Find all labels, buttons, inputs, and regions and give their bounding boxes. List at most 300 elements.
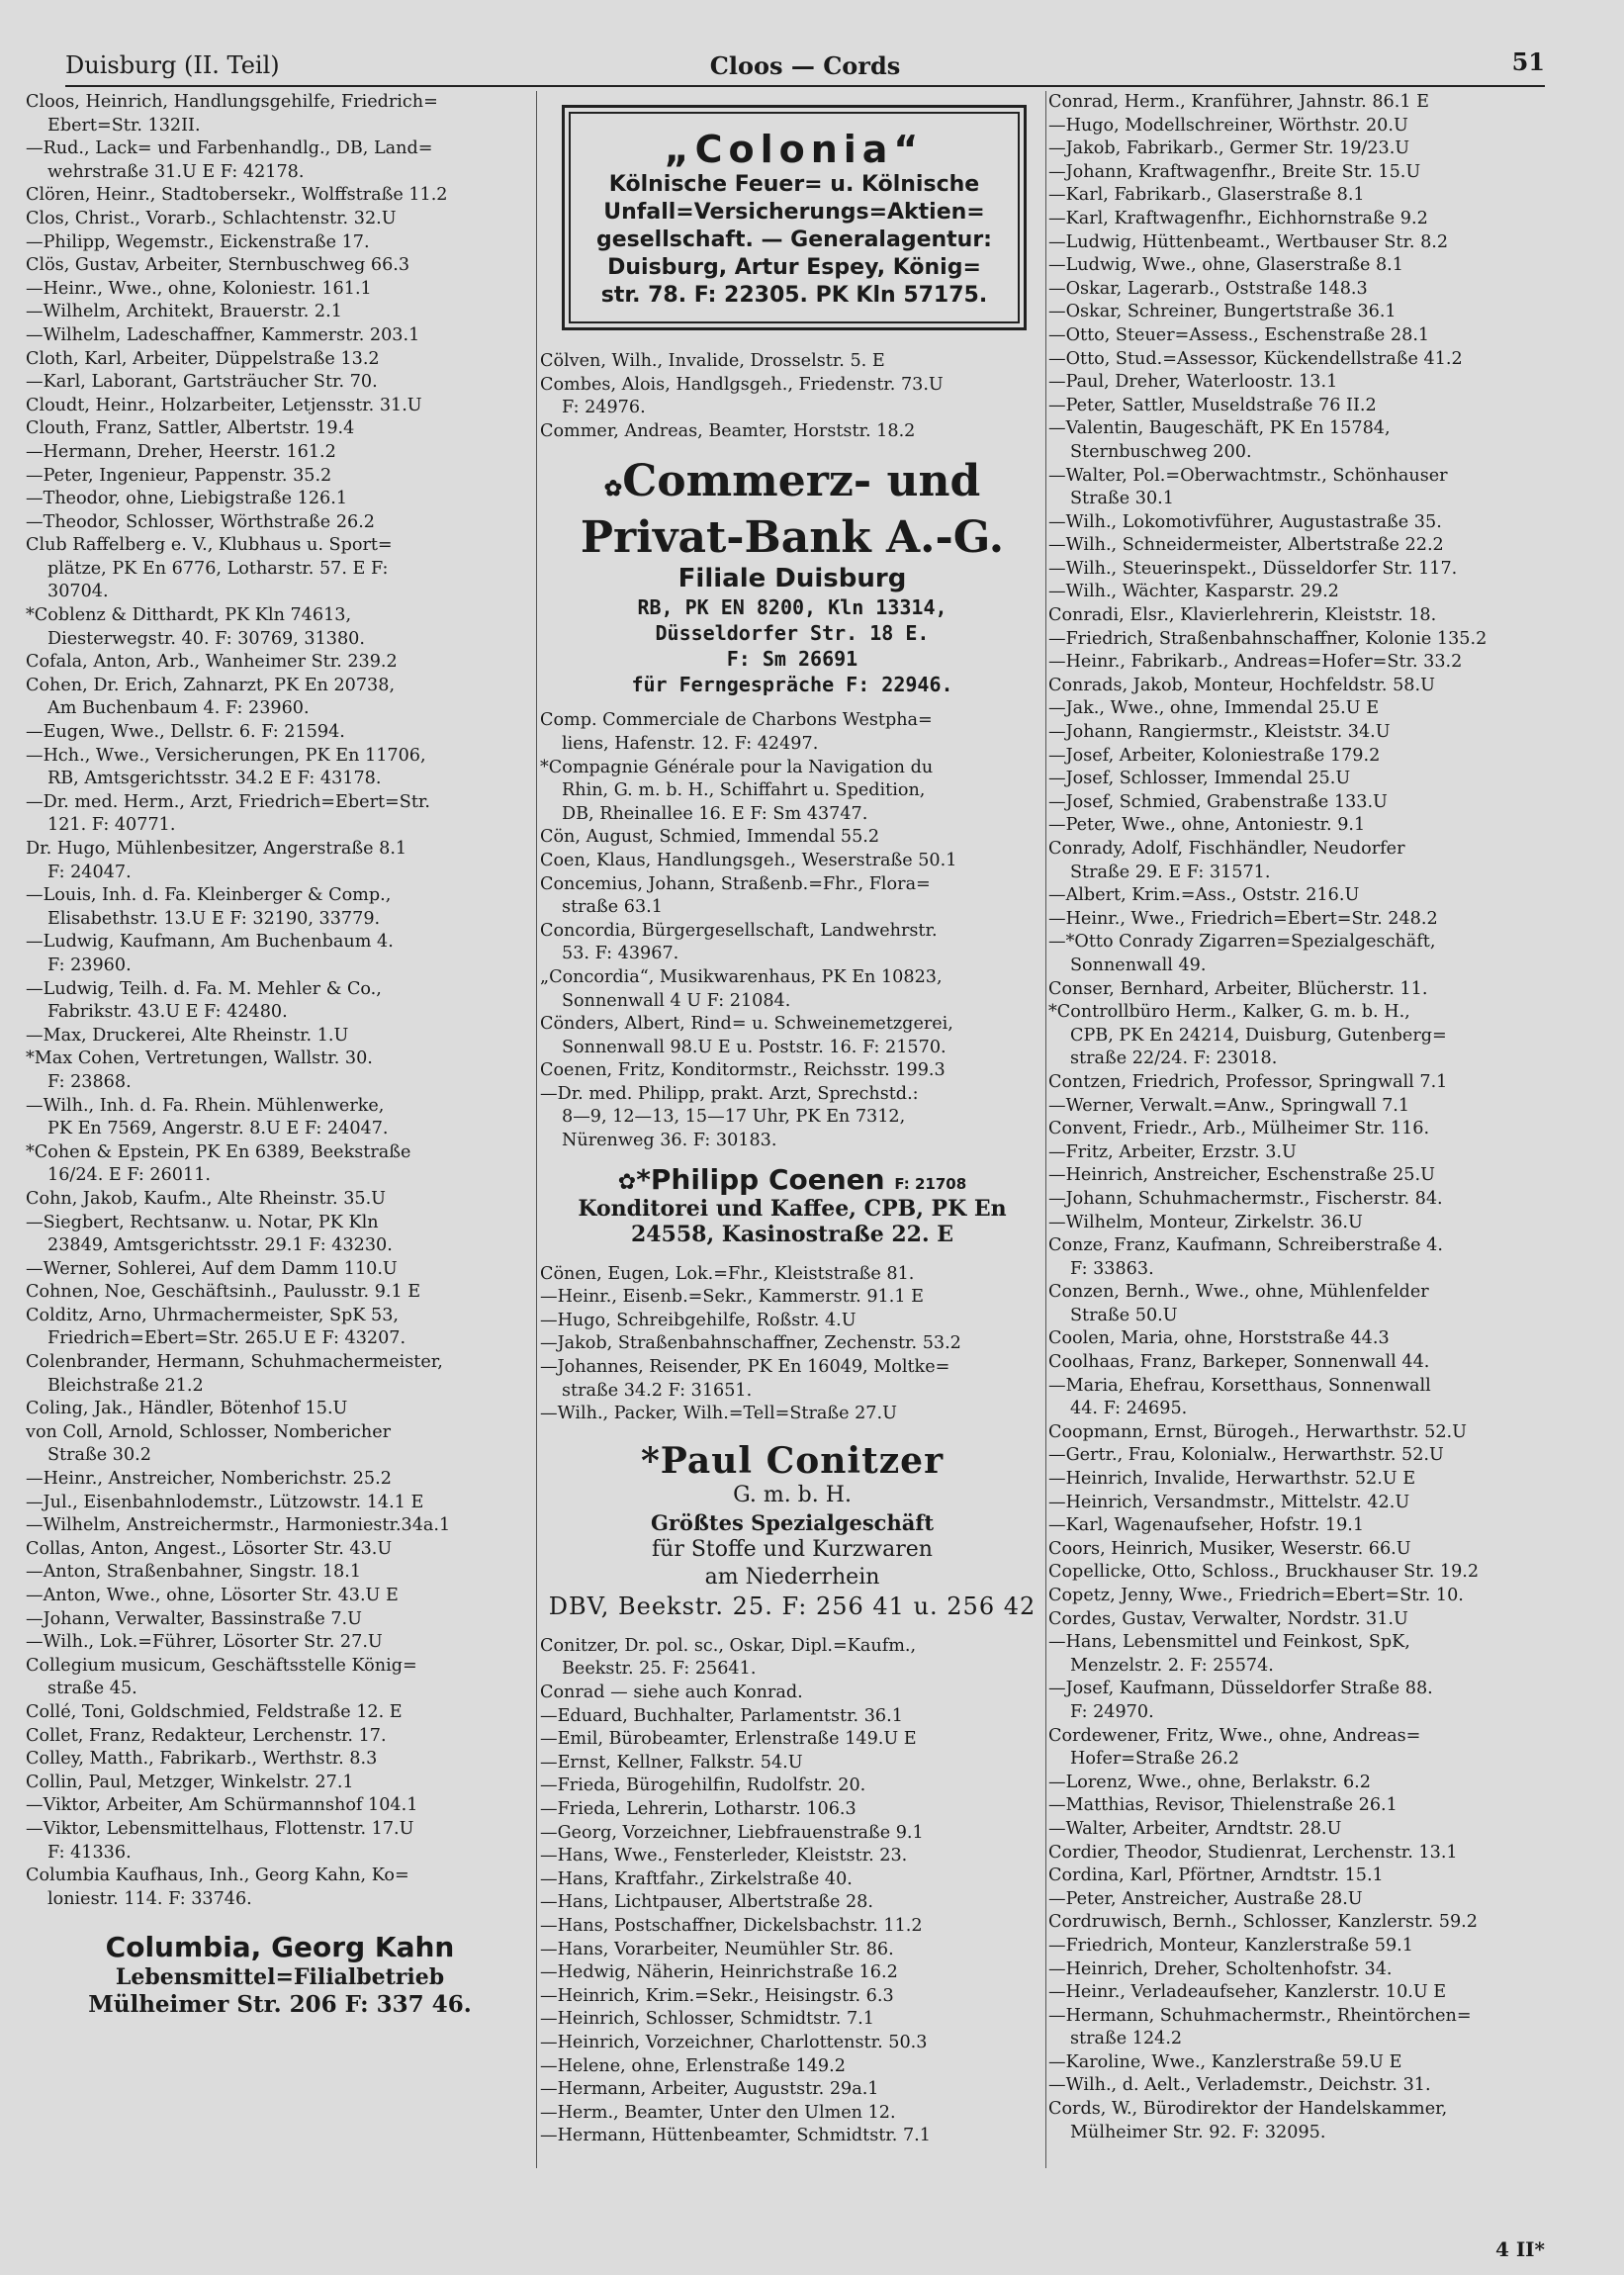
directory-entry [1048,651,1557,675]
entry-line: —Wilh., Packer, Wilh.=Tell=Straße 27.U [540,1404,897,1424]
entry-line: —Heinr., Anstreicher, Nomberichstr. 25.2 [26,1469,392,1490]
entry-line: Cordier, Theodor, Studienrat, Lerchenstr. 13.1 [1048,1842,1458,1863]
entry-line: *Cohen & Epstein, PK En 6389, Beekstraße [26,1141,411,1162]
entry-line: —Jak., Wwe., ohne, Immendal 25.U E [1048,698,1380,719]
column-right [1048,91,1557,2247]
entry-line: Cordruwisch, Bernh., Schlosser, Kanzlerstr. 59.2 [1048,1912,1478,1933]
entry-line: —Max, Druckerei, Alte Rheinstr. 1.U [26,1025,349,1046]
directory-entry [540,1083,1044,1153]
entry-line: CPB, PK En 24214, Duisburg, Gutenberg= [1070,1025,1447,1046]
ad-conitzer-line5: am Niederrhein [704,1564,880,1590]
directory-entry [540,1059,1044,1083]
directory-entry [540,1286,1044,1310]
entry-line: —Johann, Verwalter, Bassinstraße 7.U [26,1608,362,1629]
entry-line: —Heinr., Wwe., Friedrich=Ebert=Str. 248.2 [1048,908,1438,929]
entry-line: —Siegbert, Rechtsanw. u. Notar, PK Kln [26,1212,379,1232]
entry-line: —Paul, Dreher, Waterloostr. 13.1 [1048,372,1338,393]
ad-colonia-line: Kölnische Feuer= u. Kölnische [608,172,980,197]
entry-line: —Peter, Sattler, Museldstraße 76 II.2 [1048,395,1377,415]
entry-line: Sonnenwall 98.U E u. Poststr. 16. F: 21570. [562,1037,947,1057]
ad-colonia-line: Duisburg, Artur Espey, König= [607,255,981,280]
directory-entry [1048,1725,1557,1772]
ad-coenen-line3: 24558, Kasinostraße 22. E [630,1221,954,1247]
directory-entry [26,884,534,931]
entry-line: —Heinrich, Vorzeichner, Charlottenstr. 50.3 [540,2032,928,2052]
directory-entry [1048,1794,1557,1818]
directory-entry [26,838,534,884]
entry-line: —Wilh., d. Aelt., Verlademstr., Deichstr. 31. [1048,2075,1431,2096]
entry-line: —Heinrich, Dreher, Scholtenhofstr. 34. [1048,1958,1393,1979]
entry-line: Straße 30.2 [47,1445,151,1466]
entry-line: —Heinr., Wwe., ohne, Koloniestr. 161.1 [26,278,372,299]
entry-line: —Karl, Kraftwagenfhr., Eichhornstraße 9.2 [1048,208,1428,228]
entry-line: —Johannes, Reisender, PK En 16049, Moltke= [540,1357,950,1378]
directory-entry [26,791,534,838]
entry-line: Commer, Andreas, Beamter, Horststr. 18.2 [540,420,916,441]
ad-conitzer-line3: Größtes Spezialgeschäft [650,1509,935,1535]
entry-line: Hofer=Straße 26.2 [1070,1749,1239,1770]
directory-entry [26,465,534,489]
entry-line: wehrstraße 31.U E F: 42178. [47,161,305,182]
directory-entry [26,1025,534,1048]
entry-line: —Josef, Kaufmann, Düsseldorfer Straße 88. [1048,1679,1433,1699]
entry-line: —Heinrich, Anstreicher, Eschenstraße 25.U [1048,1165,1435,1186]
page-header [65,44,1545,87]
entry-line: —Ludwig, Hüttenbeamt., Wertbauser Str. 8.2 [1048,231,1449,252]
directory-entry [1048,1561,1557,1585]
directory-entry [26,417,534,441]
entry-line: Mülheimer Str. 92. F: 32095. [1070,2122,1326,2142]
entry-line: Collas, Anton, Angest., Lösorter Str. 43.U [26,1538,393,1559]
entry-line: —Werner, Verwalt.=Anw., Springwall 7.1 [1048,1095,1410,1116]
entry-line: —Theodor, Schlosser, Wörthstraße 26.2 [26,511,375,532]
directory-entry [1048,838,1557,884]
entry-line: F: 23868. [47,1071,132,1092]
column-rule-2 [1045,91,1046,2168]
directory-entry [1048,91,1557,115]
entry-line: —Emil, Bürobeamter, Erlenstraße 149.U E [540,1729,917,1750]
directory-entry [1048,2074,1557,2098]
entry-line: Contzen, Friedrich, Professor, Springwall 7.1 [1048,1071,1448,1092]
entry-line: —Philipp, Wegemstr., Eickenstraße 17. [26,231,370,252]
entry-line: Cölven, Wilh., Invalide, Drosselstr. 5. E [540,351,885,371]
entry-line: F: 24047. [47,862,132,882]
directory-entry [26,1398,534,1421]
directory-entry [540,1752,1044,1775]
entry-line: —Karoline, Wwe., Kanzlerstraße 59.U E [1048,2051,1402,2072]
directory-entry [540,826,1044,850]
directory-entry [26,1865,534,1911]
ad-coenen-line2: Konditorei und Kaffee, CPB, PK En [578,1195,1007,1222]
entry-line: F: 33863. [1070,1258,1154,1279]
directory-entry [1048,1492,1557,1515]
entries-col2b [540,709,1044,1152]
entry-line: —Hedwig, Näherin, Heinrichstraße 16.2 [540,1962,898,1983]
entry-line: Rhin, G. m. b. H., Schiffahrt u. Spedition, [562,780,926,801]
entry-line: —Maria, Ehefrau, Korsetthaus, Sonnenwall [1048,1375,1431,1396]
directory-entry [1048,371,1557,395]
flower-ornament-icon: ✿ [603,476,623,502]
entry-line: F: 24970. [1070,1701,1154,1722]
entry-line: Cords, W., Bürodirektor der Handelskammer, [1048,2099,1448,2120]
entry-line: Conrad — siehe auch Konrad. [540,1683,803,1702]
directory-entry [1048,604,1557,628]
directory-entry [540,2125,1044,2148]
directory-entry [1048,1001,1557,1071]
entry-line: straße 22/24. F: 23018. [1070,1048,1278,1069]
entry-line: —Karl, Wagenaufseher, Hofstr. 19.1 [1048,1515,1365,1536]
entry-line: —Heinrich, Schlosser, Schmidtstr. 7.1 [540,2009,874,2030]
directory-entry [26,1631,534,1655]
ad-coenen-phone: F: 21708 [894,1174,967,1193]
directory-entry [1048,1631,1557,1678]
entry-line: Cloos, Heinrich, Handlungsgehilfe, Friedrich= [26,92,438,112]
directory-entry [540,1635,1044,1682]
directory-entry [26,1188,534,1212]
directory-entry [1048,2098,1557,2144]
entry-line: —Hermann, Hüttenbeamter, Schmidtstr. 7.1 [540,2126,931,2146]
entry-line: —Wilhelm, Architekt, Brauerstr. 2.1 [26,302,342,322]
directory-entry [26,1141,534,1188]
directory-entry [1048,1608,1557,1632]
entry-line: straße 124.2 [1070,2029,1183,2049]
directory-entry [1048,417,1557,464]
entry-line: 44. F: 24695. [1070,1399,1188,1419]
directory-entry [26,137,534,184]
entry-line: Collin, Paul, Metzger, Winkelstr. 27.1 [26,1772,354,1792]
directory-entry [26,488,534,511]
entry-line: —Hugo, Schreibgehilfe, Roßstr. 4.U [540,1310,857,1330]
entry-line: —Eduard, Buchhalter, Parlamentstr. 36.1 [540,1705,903,1726]
ad-commerz-line3: Filiale Duisburg [677,564,907,594]
entry-line: —Heinrich, Versandmstr., Mittelstr. 42.U [1048,1492,1410,1512]
entry-line: —Ludwig, Wwe., ohne, Glaserstraße 8.1 [1048,255,1403,276]
directory-entry [26,604,534,651]
entry-line: —Karl, Laborant, Gartsträucher Str. 70. [26,372,378,393]
entry-line: Straße 50.U [1070,1305,1178,1325]
entry-line: —Frieda, Lehrerin, Lotharstr. 106.3 [540,1798,857,1819]
entry-line: Ebert=Str. 132II. [47,115,201,136]
directory-entry [1048,465,1557,511]
entry-line: —Hans, Wwe., Fensterleder, Kleiststr. 23. [540,1846,908,1866]
directory-entry [26,1421,534,1468]
directory-entry [26,1258,534,1282]
entry-line: Coenen, Fritz, Konditormstr., Reichsstr. 199.3 [540,1060,946,1081]
entry-line: Beekstr. 25. F: 25641. [562,1659,757,1680]
directory-entry [1048,254,1557,278]
directory-entry [1048,231,1557,255]
directory-entry [1048,745,1557,769]
ad-columbia-address: Mülheimer Str. 206 F: 337 46. [88,1991,472,2019]
entry-line: Am Buchenbaum 4. F: 23960. [47,698,310,719]
entry-line: Cönders, Albert, Rind= u. Schweinemetzgerei, [540,1014,953,1035]
entry-line: 23849, Amtsgerichtsstr. 29.1 F: 43230. [47,1235,393,1256]
entry-line: straße 45. [47,1679,137,1699]
directory-entry [540,1822,1044,1846]
entry-line: Sonnenwall 4 U F: 21084. [562,990,791,1011]
entry-line: Coen, Klaus, Handlungsgeh., Weserstraße 50.1 [540,850,957,870]
directory-entry [1048,1911,1557,1935]
directory-entry [1048,1935,1557,1958]
directory-entry [1048,534,1557,558]
directory-entry [1048,1351,1557,1375]
entry-line: *Compagnie Générale pour la Navigation du [540,757,934,777]
directory-entry [1048,978,1557,1002]
directory-entry [540,1939,1044,1962]
directory-entry [26,395,534,418]
directory-entry [26,1655,534,1701]
entry-line: Nürenweg 36. F: 30183. [562,1131,777,1151]
entry-line: 16/24. E F: 26011. [47,1165,211,1186]
directory-entry [26,184,534,208]
entry-line: —Peter, Anstreicher, Austraße 28.U [1048,1888,1363,1909]
entry-line: —Oskar, Lagerarb., Oststraße 148.3 [1048,278,1368,299]
directory-entry [1048,324,1557,348]
entry-line: —Frieda, Bürogehilfin, Rudolfstr. 20. [540,1775,866,1796]
column-middle [540,91,1044,2247]
directory-entry [540,2032,1044,2055]
directory-entry [1048,628,1557,652]
directory-entry [26,208,534,231]
directory-entry [26,301,534,324]
entry-line: —Wilhelm, Monteur, Zirkelstr. 36.U [1048,1212,1363,1232]
ad-colonia-line: gesellschaft. — Generalagentur: [596,228,992,252]
directory-entry [1048,1375,1557,1421]
directory-entry [1048,348,1557,372]
entry-line: —Heinrich, Krim.=Sekr., Heisingstr. 6.3 [540,1985,894,2006]
entry-line: DB, Rheinallee 16. E F: Sm 43747. [562,803,868,824]
directory-entry [1048,1234,1557,1281]
directory-entry [1048,1818,1557,1842]
directory-entry [1048,1842,1557,1866]
directory-entry [540,2078,1044,2102]
entry-line: Collet, Franz, Redakteur, Lerchenstr. 17. [26,1725,387,1746]
entry-line: —Walter, Arbeiter, Arndtstr. 28.U [1048,1818,1342,1839]
directory-entry [1048,1281,1557,1327]
directory-entry [540,1798,1044,1822]
entry-line: —*Otto Conrady Zigarren=Spezialgeschäft, [1048,932,1436,953]
directory-entry [1048,768,1557,791]
directory-entry [26,254,534,278]
directory-entry [1048,675,1557,698]
entry-line: Conrad, Herm., Kranführer, Jahnstr. 86.1 E [1048,92,1429,112]
directory-entry [26,1305,534,1351]
entry-line: plätze, PK En 6776, Lotharstr. 57. E F: [47,558,389,579]
ad-colonia-line: str. 78. F: 22305. PK Kln 57175. [600,283,988,308]
entry-line: —Georg, Vorzeichner, Liebfrauenstraße 9.1 [540,1822,924,1843]
directory-entry [540,1403,1044,1426]
directory-entry [1048,184,1557,208]
entry-line: —Heinr., Eisenb.=Sekr., Kammerstr. 91.1 E [540,1287,924,1308]
entry-line: Cönen, Eugen, Lok.=Fhr., Kleiststraße 81. [540,1263,915,1284]
directory-entry [1048,1141,1557,1165]
entry-line: —Ludwig, Kaufmann, Am Buchenbaum 4. [26,932,394,953]
entry-line: Cloudt, Heinr., Holzarbeiter, Letjensstr. 31.U [26,395,422,415]
entry-line: —Ernst, Kellner, Falkstr. 54.U [540,1752,803,1773]
entry-line: —Karl, Fabrikarb., Glaserstraße 8.1 [1048,185,1365,206]
ad-commerz-line4: RB, PK EN 8200, Kln 13314, [637,595,947,620]
directory-entry [26,348,534,372]
entry-line: —Valentin, Baugeschäft, PK En 15784, [1048,418,1391,439]
entry-line: —Hans, Lebensmittel und Feinkost, SpK, [1048,1632,1410,1653]
directory-entry [1048,1327,1557,1351]
ad-columbia [26,1931,534,2019]
entry-line: —Matthias, Revisor, Thielenstraße 26.1 [1048,1795,1398,1816]
directory-entry [26,1281,534,1305]
directory-entry [1048,1468,1557,1492]
directory-entry [26,91,534,137]
entry-line: —Wilhelm, Anstreichermstr., Harmoniestr.34a.1 [26,1515,451,1536]
entry-line: 8—9, 12—13, 15—17 Uhr, PK En 7312, [562,1107,906,1128]
directory-entry [26,745,534,791]
entry-line: —Wilh., Inh. d. Fa. Rhein. Mühlenwerke, [26,1095,385,1116]
ad-conitzer-line4: für Stoffe und Kurzwaren [652,1536,933,1562]
entry-line: —Peter, Ingenieur, Pappenstr. 35.2 [26,465,332,486]
directory-entry [540,850,1044,873]
directory-entry [540,757,1044,827]
entry-line: —Johann, Schuhmachermstr., Fischerstr. 84. [1048,1188,1443,1209]
entry-line: 30704. [47,582,109,602]
entry-line: —Hermann, Dreher, Heerstr. 161.2 [26,441,336,462]
entry-line: —Gertr., Frau, Kolonialw., Herwarthstr. 52.U [1048,1445,1444,1466]
entry-line: —Werner, Sohlerei, Auf dem Damm 110.U [26,1258,398,1279]
directory-entry [1048,1585,1557,1608]
entry-line: —Walter, Pol.=Oberwachtmstr., Schönhauser [1048,465,1448,486]
entry-line: Colditz, Arno, Uhrmachermeister, SpK 53, [26,1305,399,1325]
directory-entry [540,1728,1044,1752]
entry-line: F: 24976. [562,398,646,418]
ad-commerz-line5: Düsseldorfer Str. 18 E. [655,621,930,646]
entry-line: —Josef, Schmied, Grabenstraße 133.U [1048,791,1388,812]
directory-entry [26,675,534,721]
entry-line: Diesterwegstr. 40. F: 30769, 31380. [47,628,365,649]
entry-line: Concordia, Bürgergesellschaft, Landwehrstr. [540,920,938,941]
directory-entry [1048,1212,1557,1235]
entry-line: —Rud., Lack= und Farbenhandlg., DB, Land= [26,138,433,159]
entry-line: —Viktor, Lebensmittelhaus, Flottenstr. 17.U [26,1818,414,1839]
entry-line: Colley, Matth., Fabrikarb., Werthstr. 8.3 [26,1749,378,1770]
entry-line: —Hans, Lichtpauser, Albertstraße 28. [540,1892,873,1913]
entry-line: —Fritz, Arbeiter, Erzstr. 3.U [1048,1141,1297,1162]
directory-entry [1048,1164,1557,1188]
directory-entry [26,721,534,745]
ad-commerz-line1: Commerz- und [622,456,981,507]
directory-entry [26,278,534,302]
entry-line: Cordina, Karl, Pförtner, Arndtstr. 15.1 [1048,1866,1384,1886]
directory-entry [1048,2005,1557,2051]
directory-entry [540,2008,1044,2032]
entry-line: Collegium musicum, Geschäftsstelle König= [26,1655,417,1676]
entry-line: 121. F: 40771. [47,815,176,836]
entry-line: —Anton, Straßenbahner, Singstr. 18.1 [26,1562,362,1583]
directory-entry [1048,721,1557,745]
directory-entry [1048,581,1557,604]
directory-entry [540,1961,1044,1985]
entry-line: —Friedrich, Straßenbahnschaffner, Kolonie 135.2 [1048,628,1488,649]
directory-entry [1048,137,1557,161]
entry-line: 53. F: 43967. [562,944,679,964]
directory-entry [1048,697,1557,721]
directory-entry [1048,1071,1557,1095]
directory-entry [1048,115,1557,138]
entry-line: Cohen, Dr. Erich, Zahnarzt, PK En 20738, [26,675,396,695]
directory-entry [1048,278,1557,302]
directory-entry [1048,1958,1557,1982]
entry-line: —Hch., Wwe., Versicherungen, PK En 11706, [26,745,426,766]
directory-entry [26,1608,534,1632]
entry-line: —Theodor, ohne, Liebigstraße 126.1 [26,489,348,509]
directory-entry [1048,558,1557,582]
directory-entry [1048,1118,1557,1141]
directory-entry [1048,1421,1557,1445]
ad-conitzer [540,1440,1044,1621]
entry-line: —Dr. med. Philipp, prakt. Arzt, Sprechstd.: [540,1083,919,1104]
entry-line: Colenbrander, Hermann, Schuhmachermeister, [26,1352,443,1373]
ad-conitzer-title: *Paul Conitzer [640,1439,945,1482]
entry-line: Combes, Alois, Handlgsgeh., Friedenstr. 73.U [540,374,944,395]
entry-line: —Jakob, Straßenbahnschaffner, Zechenstr. 53.2 [540,1333,961,1354]
entry-line: Cön, August, Schmied, Immendal 55.2 [540,827,880,848]
directory-entry [26,1772,534,1795]
entry-line: Menzelstr. 2. F: 25574. [1070,1655,1274,1676]
directory-entry [540,1845,1044,1868]
directory-entry [540,1013,1044,1059]
ad-commerzbank [540,457,1044,697]
entry-line: loniestr. 114. F: 33746. [47,1888,252,1909]
entry-line: Coling, Jak., Händler, Bötenhof 15.U [26,1399,348,1419]
directory-entry [540,374,1044,420]
directory-entry [540,2102,1044,2126]
ad-columbia-subtitle: Lebensmittel=Filialbetrieb [115,1964,445,1991]
directory-entry [540,1985,1044,2009]
entry-line: —Wilh., Wächter, Kasparstr. 29.2 [1048,582,1339,602]
entry-line: Sonnenwall 49. [1070,955,1207,975]
directory-entry [26,371,534,395]
entry-line: liens, Hafenstr. 12. F: 42497. [562,733,819,754]
entry-line: —Johann, Rangiermstr., Kleiststr. 34.U [1048,722,1391,743]
entry-line: Conrady, Adolf, Fischhändler, Neudorfer [1048,839,1405,859]
directory-entry [540,1774,1044,1798]
ad-commerz-line2: Privat-Bank A.-G. [580,512,1005,564]
entries-col1 [26,91,534,1911]
entry-line: Conitzer, Dr. pol. sc., Oskar, Dipl.=Kaufm., [540,1635,917,1656]
entry-line: Copellicke, Otto, Schloss., Bruckhauser Str. 19.2 [1048,1562,1480,1583]
entry-line: *Max Cohen, Vertretungen, Wallstr. 30. [26,1048,373,1069]
directory-entry [26,1492,534,1515]
directory-entry [540,1915,1044,1939]
ad-colonia-line: Unfall=Versicherungs=Aktien= [603,200,985,225]
directory-entry [1048,1095,1557,1119]
entry-line: —Johann, Kraftwagenfhr., Breite Str. 15.U [1048,161,1421,182]
directory-entry [1048,208,1557,231]
directory-entry [1048,1888,1557,1912]
directory-entry [1048,1538,1557,1562]
directory-entry [26,1047,534,1094]
entry-line: Cohn, Jakob, Kaufm., Alte Rheinstr. 35.U [26,1188,387,1209]
entry-line: —Peter, Wwe., ohne, Antoniestr. 9.1 [1048,815,1366,836]
entries-col2c [540,1263,1044,1426]
entry-line: —Heinr., Fabrikarb., Andreas=Hofer=Str. 33.2 [1048,652,1463,673]
entry-line: —Anton, Wwe., ohne, Lösorter Str. 43.U E [26,1586,399,1605]
directory-entry [26,1514,534,1538]
column-rule-1 [536,91,537,2168]
directory-entry [540,966,1044,1013]
directory-entry [26,1468,534,1492]
entry-line: —Eugen, Wwe., Dellstr. 6. F: 21594. [26,722,345,743]
directory-entry [540,709,1044,756]
directory-entry [1048,1514,1557,1538]
column-left [26,91,534,2247]
